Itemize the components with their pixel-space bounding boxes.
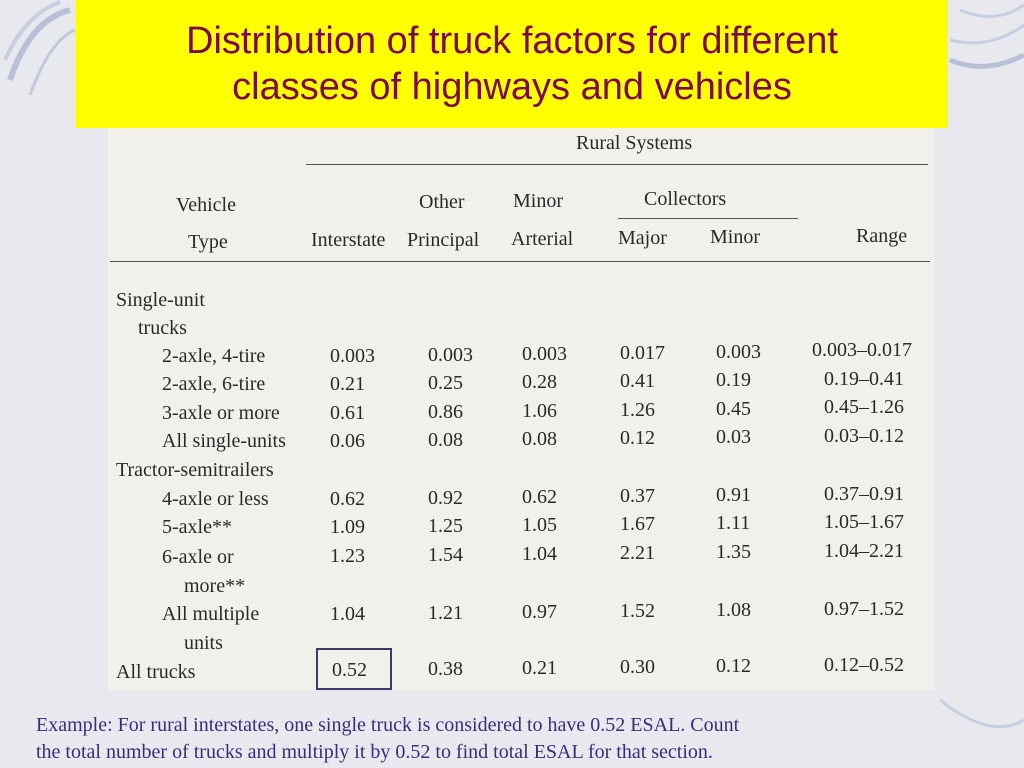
cell-other-principal: 1.54	[428, 544, 463, 566]
header-rule-1	[306, 164, 928, 165]
truck-factor-table	[108, 128, 934, 690]
cell-minor-arterial: 0.28	[522, 371, 557, 393]
col-other-1: Other	[419, 191, 465, 213]
col-minor-art-1: Minor	[513, 190, 563, 212]
cell-minor-arterial: 1.06	[522, 400, 557, 422]
caption-line-2: the total number of trucks and multiply it by 0.52 to find total ESAL for that section.	[36, 741, 713, 763]
cell-major: 1.52	[620, 600, 655, 622]
cell-minor-arterial: 1.04	[522, 543, 557, 565]
cell-major: 1.26	[620, 399, 655, 421]
row-label: 4-axle or less	[162, 488, 269, 510]
cell-range: 0.37–0.91	[824, 483, 904, 505]
col-other-2: Principal	[407, 229, 480, 251]
cell-range: 0.03–0.12	[824, 425, 904, 447]
caption-line-1: Example: For rural interstates, one single truck is considered to have 0.52 ESAL. Count	[36, 714, 740, 736]
cell-interstate: 0.61	[330, 402, 365, 424]
cell-minor: 0.91	[716, 484, 751, 506]
col-range: Range	[856, 225, 908, 247]
cell-minor: 1.11	[716, 512, 751, 534]
cell-minor: 1.35	[716, 541, 751, 563]
cell-minor-arterial: 0.62	[522, 486, 557, 508]
cell-range: 0.12–0.52	[824, 654, 904, 676]
col-minor: Minor	[710, 226, 760, 248]
col-vehicle-1: Vehicle	[176, 194, 236, 216]
row-label: All multiple	[162, 603, 260, 625]
header-rule-2	[110, 261, 930, 262]
cell-minor: 0.45	[716, 398, 751, 420]
cell-major: 1.67	[620, 513, 655, 535]
col-interstate: Interstate	[311, 229, 386, 251]
highlight-box	[316, 648, 392, 690]
cell-major: 0.30	[620, 656, 655, 678]
cell-interstate: 0.06	[330, 430, 365, 452]
cell-range: 1.04–2.21	[824, 540, 904, 562]
cell-range: 1.05–1.67	[824, 511, 904, 533]
cell-minor-arterial: 1.05	[522, 514, 557, 536]
example-caption	[36, 712, 996, 766]
cell-major: 0.12	[620, 427, 655, 449]
cell-minor-arterial: 0.97	[522, 601, 557, 623]
cell-minor: 0.19	[716, 369, 751, 391]
title-line-1: Distribution of truck factors for different	[186, 20, 838, 62]
cell-minor-arterial: 0.21	[522, 657, 557, 679]
row-label: 5-axle**	[162, 516, 232, 538]
col-collectors: Collectors	[644, 188, 727, 210]
cell-other-principal: 0.08	[428, 429, 463, 451]
col-minor-art-2: Arterial	[511, 228, 574, 250]
row-label: 2-axle, 4-tire	[162, 345, 266, 367]
cell-interstate: 1.04	[330, 603, 365, 625]
cell-minor-arterial: 0.003	[522, 343, 567, 365]
cell-interstate: 0.21	[330, 373, 365, 395]
cell-range: 0.45–1.26	[824, 396, 904, 418]
cell-interstate: 0.003	[330, 345, 375, 367]
cell-minor: 1.08	[716, 599, 751, 621]
cell-major: 0.017	[620, 342, 665, 364]
group-single-unit-2: trucks	[138, 317, 187, 339]
col-vehicle-2: Type	[188, 231, 228, 253]
cell-range: 0.97–1.52	[824, 598, 904, 620]
cell-major: 0.37	[620, 485, 655, 507]
row-label-cont: units	[184, 632, 223, 654]
group-header-rural: Rural Systems	[576, 132, 693, 154]
cell-range: 0.003–0.017	[812, 339, 912, 361]
cell-other-principal: 0.86	[428, 401, 463, 423]
row-label: All trucks	[116, 661, 196, 683]
col-major: Major	[618, 227, 667, 249]
cell-other-principal: 0.25	[428, 372, 463, 394]
row-label: 6-axle or	[162, 546, 234, 568]
cell-minor: 0.003	[716, 341, 761, 363]
cell-minor-arterial: 0.08	[522, 428, 557, 450]
cell-major: 0.41	[620, 370, 655, 392]
cell-interstate: 1.09	[330, 516, 365, 538]
cell-other-principal: 0.38	[428, 658, 463, 680]
cell-interstate-highlighted: 0.52	[332, 659, 367, 681]
row-label: 3-axle or more	[162, 402, 280, 424]
collectors-rule	[618, 218, 798, 219]
cell-major: 2.21	[620, 542, 655, 564]
cell-minor: 0.03	[716, 426, 751, 448]
cell-minor: 0.12	[716, 655, 751, 677]
title-line-2: classes of highways and vehicles	[232, 66, 792, 108]
cell-other-principal: 1.25	[428, 515, 463, 537]
row-label: All single-units	[162, 430, 286, 452]
group-tractor-semitrailers: Tractor-semitrailers	[116, 459, 274, 481]
cell-range: 0.19–0.41	[824, 368, 904, 390]
slide-title	[76, 0, 948, 128]
cell-other-principal: 0.003	[428, 344, 473, 366]
cell-other-principal: 0.92	[428, 487, 463, 509]
group-single-unit-1: Single-unit	[116, 289, 205, 311]
cell-interstate: 0.62	[330, 488, 365, 510]
cell-interstate: 1.23	[330, 545, 365, 567]
row-label-cont: more**	[184, 575, 246, 597]
row-label: 2-axle, 6-tire	[162, 373, 266, 395]
cell-other-principal: 1.21	[428, 602, 463, 624]
